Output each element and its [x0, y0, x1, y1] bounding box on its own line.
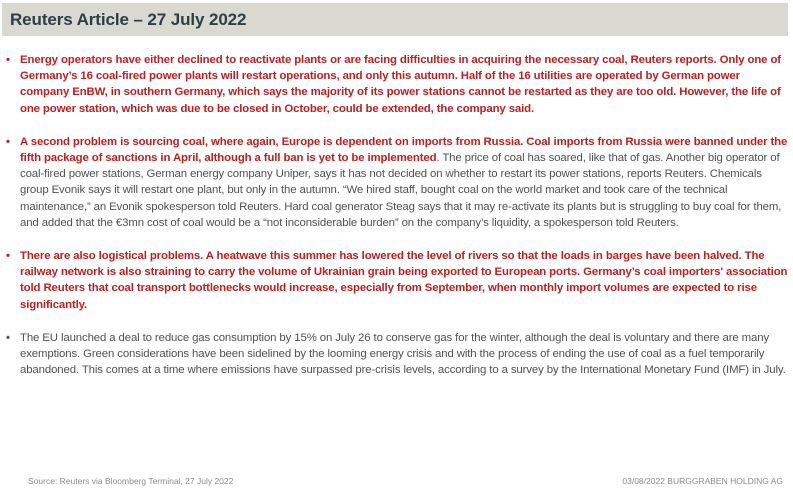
- page-title: Reuters Article – 27 July 2022: [10, 9, 247, 29]
- source-note: Source: Reuters via Bloomberg Terminal, 27 July 2022: [28, 476, 234, 486]
- bullet-icon: •: [6, 331, 10, 344]
- article-body: [6, 52, 788, 395]
- bullet-icon: •: [6, 135, 10, 148]
- bullet-icon: •: [6, 54, 10, 66]
- bullet-item-1: [6, 52, 788, 117]
- bullet-item-4: [6, 330, 788, 379]
- bullet-3-text: There are also logistical problems. A heatwave this summer has lowered the level of rivers so that the loads in barges have been halved. The railway network is also straining to carry the volume of Ukrainian grain being exported to European ports. Germany’s coal importers' association told Reuters that coal transport bottlenecks would increase, especially from September, when monthly import volumes are expected to rise significantly.: [20, 250, 788, 311]
- title-bar: [2, 3, 788, 36]
- bullet-item-2: [6, 134, 788, 231]
- bullet-1-text: Energy operators have either declined to reactivate plants or are facing difficulties in acquiring the necessary coal, Reuters reports. Only one of Germany’s 16 coal-fired power plants will restart operations, and only this autumn. Half of the 16 utilities are operated by German power company EnBW, in southern Germany, which says the majority of its power stations cannot be restarted as they are too old. However, the life of one power station, which was due to be closed in October, could be extended, the company said.: [20, 54, 781, 115]
- bullet-item-3: [6, 248, 788, 313]
- bullet-2-text: . The price of coal has soared, like that of gas. Another big operator of coal-fired power stations, German energy company Uniper, says it has not decided on whether to restart its power stations, reports Reuters. Chemicals group Evonik says it will restart one plant, but only in the autumn. “We hired staff, bought coal on the world market and took care of the technical maintenance,” an Evonik spokesperson told Reuters. Hard coal generator Steag says that it may re-activate its plants but is struggling to buy coal for them, and added that the €3mn cost of coal would be a “not inconsiderable burden” on the company’s liquidity, a spokesperson told Reuters.: [20, 152, 782, 229]
- footer-date-company: 03/08/2022 BURGGRABEN HOLDING AG: [622, 476, 783, 486]
- bullet-icon: •: [6, 250, 10, 263]
- bullet-4-text: The EU launched a deal to reduce gas consumption by 15% on July 26 to conserve gas for the winter, although the deal is voluntary and there are many exemptions. Green considerations have been sidelined by the looming energy crisis and with the process of ending the use of coal as a fuel temporarily abandoned. This comes at a time where emissions have surpassed pre-crisis levels, according to a survey by the International Monetary Fund (IMF) in July.: [20, 331, 786, 377]
- bullet-2-highlight: A second problem is sourcing coal, where again, Europe is dependent on imports from Russia. Coal imports from Russia were banned under the fifth package of sanctions in April, although a full ban is yet to be implemented: [20, 135, 788, 165]
